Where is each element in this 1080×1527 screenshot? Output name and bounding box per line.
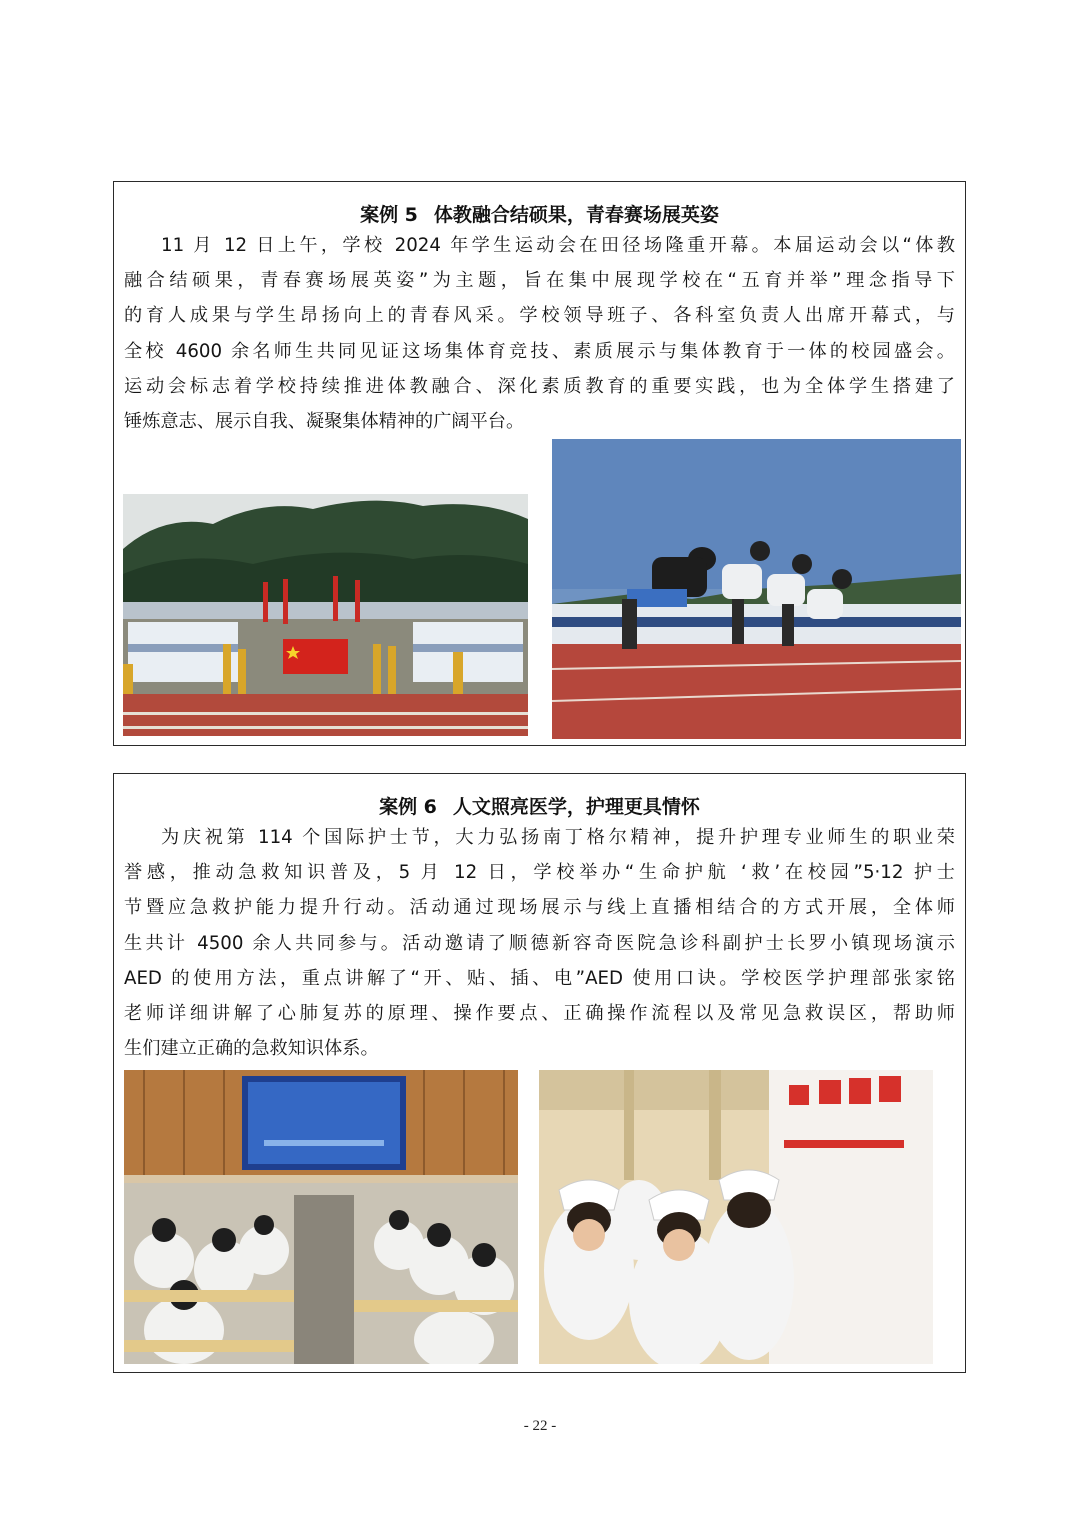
case-5-box: [113, 181, 966, 746]
paragraph-line: 老师详细讲解了心肺复苏的原理、操作要点、正确操作流程以及常见急救误区，帮助师: [124, 1002, 955, 1024]
paragraph-line: 节暨应急救护能力提升行动。活动通过现场展示与线上直播相结合的方式开展，全体师: [124, 897, 955, 919]
opening-ceremony-photo: [123, 494, 528, 736]
case-5-title: 体教融合结硕果，青春赛场展英姿: [433, 204, 719, 226]
nurses-signing-photo: [539, 1070, 933, 1364]
case-6-heading: [114, 792, 965, 819]
case-6-paragraph: [124, 820, 955, 1066]
case-6-box: [113, 773, 966, 1373]
paragraph-line: 运动会标志着学校持续推进体教融合、深化素质教育的重要实践，也为全体学生搭建了: [124, 375, 955, 397]
paragraph-line: 全校 4600 余名师生共同见证这场集体育竞技、素质展示与集体教育于一体的校园盛会。: [124, 340, 955, 362]
paragraph-line: 生们建立正确的急救知识体系。: [124, 1038, 379, 1060]
case-6-label: 案例 6: [379, 796, 437, 818]
case-5-heading: [114, 200, 965, 227]
paragraph-line: 融合结硕果，青春赛场展英姿”为主题，旨在集中展现学校在“五育并举”理念指导下: [124, 270, 955, 292]
page-number: - 22 -: [523, 1418, 557, 1434]
paragraph-line: 锤炼意志、展示自我、凝聚集体精神的广阔平台。: [124, 410, 525, 432]
paragraph-line: 11 月 12 日上午，学校 2024 年学生运动会在田径场隆重开幕。本届运动会以“体教: [161, 235, 955, 256]
paragraph-line: AED 的使用方法，重点讲解了“开、贴、插、电”AED 使用口诀。学校医学护理部张家铭: [124, 967, 955, 989]
paragraph-line: 为庆祝第 114 个国际护士节，大力弘扬南丁格尔精神，提升护理专业师生的职业荣: [161, 827, 955, 848]
paragraph-line: 生共计 4500 余人共同参与。活动邀请了顺德新容奇医院急诊科副护士长罗小镇现场演示: [124, 932, 955, 954]
paragraph-line: 誉感，推动急救知识普及，5 月 12 日，学校举办“生命护航 ‘救’在校园”5·12 护士: [124, 862, 955, 884]
sprint-race-photo: [552, 439, 961, 739]
case-6-title: 人文照亮医学，护理更具情怀: [452, 796, 700, 818]
case-5-paragraph: [124, 228, 955, 439]
lecture-hall-photo: [124, 1070, 518, 1364]
case-5-label: 案例 5: [360, 204, 418, 226]
paragraph-line: 的育人成果与学生昂扬向上的青春风采。学校领导班子、各科室负责人出席开幕式，与: [124, 305, 955, 327]
